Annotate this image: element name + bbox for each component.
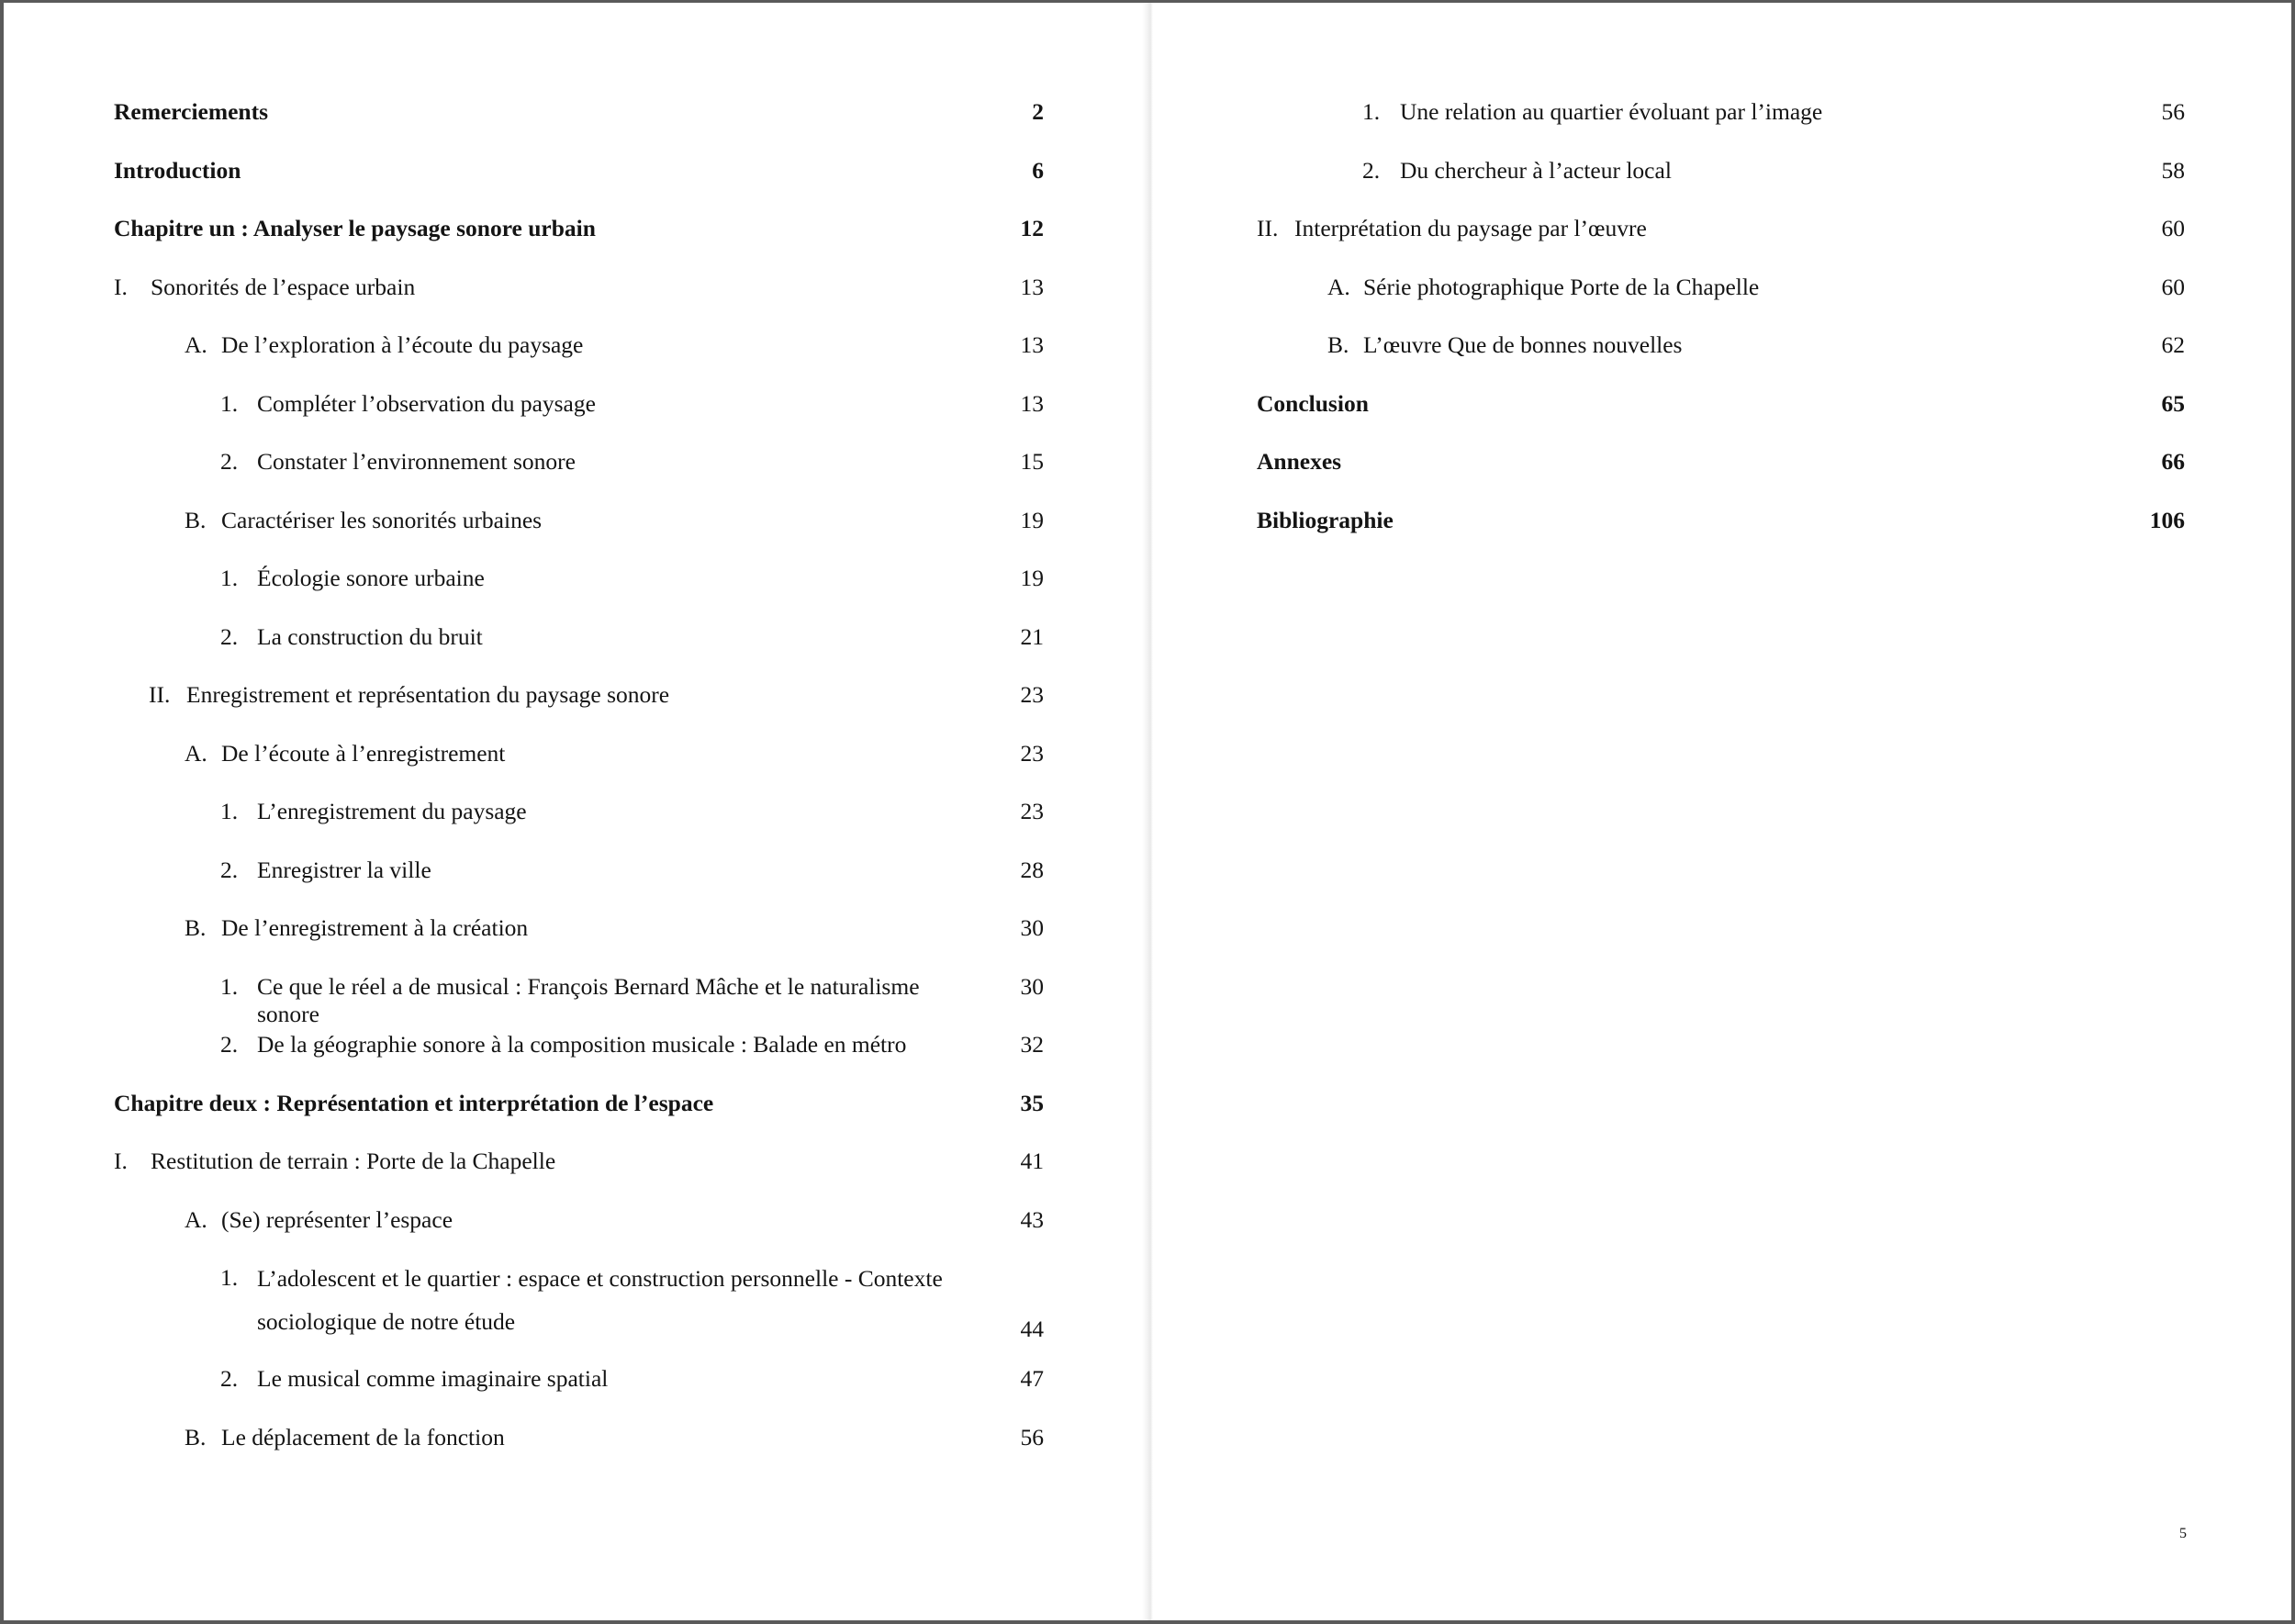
toc-entry-number: 1.	[220, 972, 239, 1000]
toc-entry	[114, 157, 1044, 216]
toc-entry	[114, 798, 1044, 857]
right-page	[1153, 3, 2291, 1620]
toc-entry-title: Chapitre deux : Représentation et interprétation de l’espace	[114, 1089, 714, 1116]
toc-entry-number: A.	[185, 739, 207, 767]
toc-entry	[114, 274, 1044, 332]
toc-entry-page-number: 43	[1020, 1205, 1044, 1233]
toc-entry-page-number: 47	[1020, 1365, 1044, 1392]
toc-entry-number: II.	[149, 681, 171, 708]
toc-entry	[114, 1206, 1044, 1265]
toc-entry-number: I.	[114, 1148, 128, 1174]
toc-entry	[114, 1365, 1044, 1424]
toc-entry-title: Introduction	[114, 156, 241, 184]
toc-entry-title: Écologie sonore urbaine	[257, 565, 485, 591]
toc-entry-number: B.	[185, 914, 207, 941]
toc-entry-title: Conclusion	[1257, 389, 1369, 417]
toc-entry-page-number: 21	[1020, 622, 1044, 650]
toc-entry-title: Caractériser les sonorités urbaines	[221, 506, 543, 533]
page-gutter	[1142, 3, 1153, 1620]
toc-entry	[114, 1031, 1044, 1090]
toc-entry	[114, 331, 1044, 390]
toc-entry-title: Une relation au quartier évoluant par l’image	[1400, 98, 1823, 125]
toc-entry-page-number: 56	[2161, 98, 2185, 125]
toc-entry-page-number: 13	[1020, 331, 1044, 358]
toc-entry-page-number: 60	[2161, 273, 2185, 300]
toc-entry-number: 2.	[1362, 156, 1381, 184]
table-of-contents-left	[114, 98, 1044, 1482]
toc-entry-title: De la géographie sonore à la composition musicale : Balade en métro	[257, 1031, 907, 1058]
toc-entry-title: Chapitre un : Analyser le paysage sonore urbain	[114, 215, 596, 241]
toc-entry	[1257, 507, 2185, 566]
toc-entry-title: La construction du bruit	[257, 622, 483, 650]
toc-entry-title: Bibliographie	[1257, 506, 1394, 533]
toc-entry-title: Constater l’environnement sonore	[257, 448, 576, 475]
toc-entry	[114, 740, 1044, 799]
toc-entry-page-number: 2	[1032, 98, 1044, 125]
toc-entry-title: Annexes	[1257, 448, 1342, 475]
toc-entry	[114, 914, 1044, 973]
left-page	[4, 3, 1142, 1620]
toc-entry	[1257, 390, 2185, 449]
toc-entry-page-number: 56	[1020, 1423, 1044, 1450]
toc-entry-number: 1.	[220, 389, 239, 417]
toc-entry	[114, 507, 1044, 566]
toc-entry	[114, 681, 1044, 740]
toc-entry-number: 1.	[220, 798, 239, 824]
toc-entry-page-number: 60	[2161, 215, 2185, 241]
toc-entry-page-number: 66	[2161, 448, 2185, 475]
toc-entry-page-number: 23	[1020, 739, 1044, 767]
toc-entry-page-number: 30	[1020, 914, 1044, 941]
toc-entry	[1257, 448, 2185, 507]
toc-entry	[114, 1264, 1044, 1365]
toc-entry-page-number: 6	[1032, 156, 1044, 184]
toc-entry-number: 1.	[220, 1264, 239, 1291]
toc-entry-title: Enregistrer la ville	[257, 856, 431, 883]
toc-entry-page-number: 23	[1020, 681, 1044, 708]
toc-entry-page-number: 28	[1020, 856, 1044, 883]
toc-entry-page-number: 106	[2149, 506, 2185, 533]
toc-entry	[114, 565, 1044, 623]
toc-entry-page-number: 62	[2161, 331, 2185, 358]
toc-entry-title: De l’écoute à l’enregistrement	[221, 739, 506, 767]
toc-entry-title: (Se) représenter l’espace	[221, 1205, 453, 1233]
toc-entry-title: Le musical comme imaginaire spatial	[257, 1365, 609, 1392]
toc-entry	[114, 623, 1044, 682]
toc-entry-title: Série photographique Porte de la Chapelle	[1363, 273, 1760, 300]
toc-entry-title: Interprétation du paysage par l’œuvre	[1294, 215, 1647, 241]
toc-entry-title: L’enregistrement du paysage	[257, 798, 527, 824]
toc-entry-page-number: 15	[1020, 448, 1044, 475]
toc-entry	[1257, 157, 2185, 216]
toc-entry-title: Compléter l’observation du paysage	[257, 389, 596, 417]
toc-entry-number: A.	[185, 1205, 207, 1233]
toc-entry-number: 2.	[220, 622, 239, 650]
toc-entry	[114, 1424, 1044, 1483]
toc-entry-title: L’œuvre Que de bonnes nouvelles	[1363, 331, 1683, 358]
toc-entry-page-number: 23	[1020, 798, 1044, 824]
toc-entry	[114, 973, 1044, 1032]
toc-entry-number: II.	[1257, 215, 1279, 241]
toc-entry-page-number: 65	[2161, 389, 2185, 417]
toc-entry-page-number: 30	[1020, 972, 1044, 1000]
toc-entry-title: De l’enregistrement à la création	[221, 914, 529, 941]
toc-entry-title: Restitution de terrain : Porte de la Chapelle	[151, 1148, 556, 1174]
toc-entry-title: De l’exploration à l’écoute du paysage	[221, 331, 584, 358]
toc-entry-page-number: 19	[1020, 565, 1044, 591]
toc-entry	[114, 1090, 1044, 1148]
page-number: 5	[2179, 1526, 2187, 1541]
toc-entry-title: Sonorités de l’espace urbain	[151, 273, 416, 300]
toc-entry-page-number: 12	[1020, 215, 1044, 241]
toc-entry-title: Du chercheur à l’acteur local	[1400, 156, 1672, 184]
toc-entry-title: Enregistrement et représentation du paysage sonore	[186, 681, 670, 708]
toc-entry-number: A.	[185, 331, 207, 358]
toc-entry-title: Ce que le réel a de musical : François Bernard Mâche et le naturalisme sonore	[257, 972, 920, 1027]
toc-entry-number: B.	[185, 1423, 207, 1450]
toc-entry-page-number: 35	[1020, 1089, 1044, 1116]
toc-entry-number: 2.	[220, 448, 239, 475]
toc-entry-number: B.	[1327, 331, 1349, 358]
toc-entry-page-number: 41	[1020, 1148, 1044, 1174]
toc-entry-page-number: 13	[1020, 273, 1044, 300]
toc-entry-page-number: 13	[1020, 389, 1044, 417]
toc-entry-page-number: 44	[1020, 1316, 1044, 1342]
toc-entry-title: L’adolescent et le quartier : espace et construction personnelle - Contexte sociologique de notre étude	[257, 1265, 943, 1335]
toc-entry-number: 1.	[220, 565, 239, 591]
toc-entry	[114, 390, 1044, 449]
toc-entry	[1257, 274, 2185, 332]
toc-entry	[114, 215, 1044, 274]
toc-entry	[114, 448, 1044, 507]
toc-entry-page-number: 58	[2161, 156, 2185, 184]
toc-entry-number: 2.	[220, 1365, 239, 1392]
toc-entry-number: 2.	[220, 856, 239, 883]
toc-entry-number: 1.	[1362, 98, 1381, 125]
toc-entry	[114, 1148, 1044, 1206]
toc-entry-number: A.	[1327, 273, 1350, 300]
toc-entry	[1257, 331, 2185, 390]
toc-entry-number: I.	[114, 273, 128, 300]
toc-entry	[1257, 215, 2185, 274]
toc-entry-page-number: 32	[1020, 1031, 1044, 1058]
toc-entry-title: Remerciements	[114, 98, 269, 125]
toc-entry	[1257, 98, 2185, 157]
toc-entry-number: B.	[185, 506, 207, 533]
toc-entry-number: 2.	[220, 1031, 239, 1058]
toc-entry-title: Le déplacement de la fonction	[221, 1423, 505, 1450]
toc-entry	[114, 98, 1044, 157]
toc-entry-page-number: 19	[1020, 506, 1044, 533]
document-spread	[4, 3, 2291, 1620]
toc-entry	[114, 857, 1044, 915]
table-of-contents-right	[1257, 98, 2185, 565]
